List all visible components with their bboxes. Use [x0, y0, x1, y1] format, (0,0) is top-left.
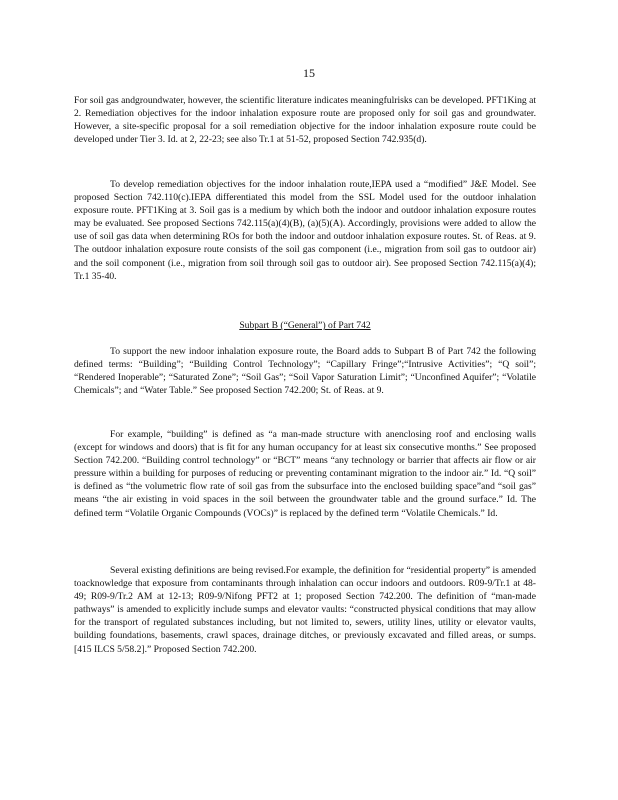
- paragraph-4: For example, “building” is defined as “a man-made structure with anenclosing roof and enclosing walls (except for windows and doors) that is fit for any human occupancy for at least six consecutive months.” See proposed Section 742.200. “Building control technology” or “BCT” means “any technology or barrier that affects air flow or air pressure within a building for purposes of reducing or preventing contaminant migration to the indoor air.” Id. “Q soil” is defined as “the volumetric flow rate of soil gas from the subsurface into the enclosed building space”and “soil gas” means “the air existing in void spaces in the soil between the groundwater table and the ground surface.” Id. The defined term “Volatile Organic Compounds (VOCs)” is replaced by the defined term “Volatile Chemicals.” Id.: [74, 429, 536, 519]
- paragraph-5: Several existing definitions are being revised.For example, the definition for “residential property” is amended toacknowledge that exposure from contaminants through inhalation can occur indoors and outdoors. R09-9/Tr.1 at 48-49; R09-9/Tr.2 AM at 12-13; R09-9/Nifong PFT2 at 1; proposed Section 742.200. The definition of “man-made pathways” is amended to explicitly include sumps and elevator vaults: “constructed physical conditions that may allow for the transport of regulated substances including, but not limited to, sewers, utility lines, utility or elevator vaults, building foundations, basements, crawl spaces, drainage ditches, or previously excavated and filled areas, or sumps. [415 ILCS 5/58.2].” Proposed Section 742.200.: [74, 565, 536, 655]
- paragraph-3: To support the new indoor inhalation exposure route, the Board adds to Subpart B of Part 742 the following defined terms: “Building”; “Building Control Technology”; “Capillary Fringe”;“Intrusive Activities”; “Q soil”; “Rendered Inoperable”; “Saturated Zone”; “Soil Gas”; “Soil Vapor Saturation Limit”; “Unconfined Aquifer”; “Volatile Chemicals”; and “Water Table.” See proposed Section 742.200; St. of Reas. at 9.: [74, 346, 536, 397]
- section-heading: Subpart B (“General”) of Part 742: [239, 320, 371, 331]
- paragraph-1: For soil gas andgroundwater, however, the scientific literature indicates meaningfulrisks can be developed. PFT1King at 2. Remediation objectives for the indoor inhalation exposure route are proposed only for soil gas and groundwater. However, a site-specific proposal for a soil remediation objective for the indoor inhalation exposure route could be developed under Tier 3. Id. at 2, 22-23; see also Tr.1 at 51-52, proposed Section 742.935(d).: [74, 95, 536, 146]
- page-number: 15: [303, 66, 315, 80]
- paragraph-2: To develop remediation objectives for the indoor inhalation route,IEPA used a “modified” J&E Model. See proposed Section 742.110(c).IEPA differentiated this model from the SSL Model used for the outdoor inhalation exposure route. PFT1King at 3. Soil gas is a medium by which both the indoor and outdoor inhalation exposure routes may be evaluated. See proposed Sections 742.115(a)(4)(B), (a)(5)(A). Accordingly, provisions were added to allow the use of soil gas data when determining ROs for both the indoor and outdoor inhalation exposure routes. St. of Reas. at 9. The outdoor inhalation exposure route consists of the soil gas component (i.e., migration from soil gas to outdoor air) and the soil component (i.e., migration from soil through soil gas to outdoor air). See proposed Section 742.115(a)(4); Tr.1 35-40.: [74, 179, 536, 282]
